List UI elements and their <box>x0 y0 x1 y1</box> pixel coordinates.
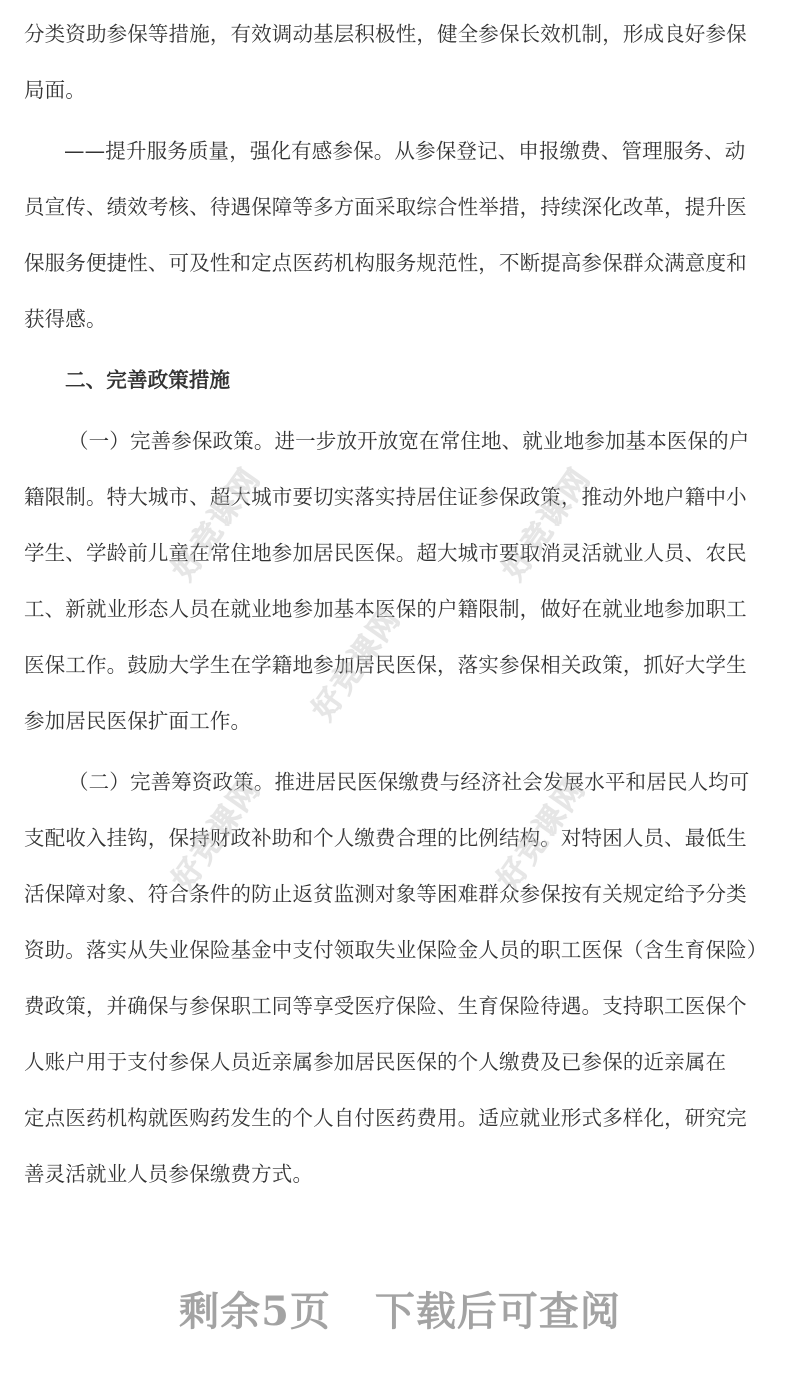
text-line: 局面。 <box>24 78 86 102</box>
text-line: 分类资助参保等措施，有效调动基层积极性，健全参保长效机制，形成良好参保 <box>24 22 747 46</box>
text-line: 善灵活就业人员参保缴费方式。 <box>24 1162 314 1186</box>
text-line: 费政策，并确保与参保职工同等享受医疗保险、生育保险待遇。支持职工医保个 <box>24 994 747 1018</box>
text-line: 保服务便捷性、可及性和定点医药机构服务规范性，不断提高参保群众满意度和 <box>24 251 747 275</box>
text-line: 支配收入挂钩，保持财政补助和个人缴费合理的比例结构。对特困人员、最低生 <box>24 826 747 850</box>
text-line: （二）完善筹资政策。推进居民医保缴费与经济社会发展水平和居民人均可 <box>68 770 750 794</box>
text-line: 人账户用于支付参保人员近亲属参加居民医保的个人缴费及已参保的近亲属在 <box>24 1050 727 1074</box>
watermark: 好竞课网 <box>495 461 598 587</box>
remaining-pages-banner[interactable] <box>0 1280 800 1337</box>
text-line: ——提升服务质量，强化有感参保。从参保登记、申报缴费、管理服务、动 <box>64 139 746 163</box>
remaining-pages-label: 剩余5页 <box>179 1288 331 1335</box>
watermark: 好竞课网 <box>305 601 408 727</box>
download-hint-label: 下载后可查阅 <box>374 1288 621 1335</box>
text-line: 员宣传、绩效考核、待遇保障等多方面采取综合性举措，持续深化改革，提升医 <box>24 195 747 219</box>
text-line: 工、新就业形态人员在就业地参加基本医保的户籍限制，做好在就业地参加职工 <box>24 597 747 621</box>
section-heading: 二、完善政策措施 <box>65 368 231 392</box>
watermark: 好竞课网 <box>490 771 593 897</box>
text-line: 获得感。 <box>24 307 107 331</box>
text-line: 定点医药机构就医购药发生的个人自付医药费用。适应就业形式多样化，研究完 <box>24 1106 747 1130</box>
watermark: 好竞课网 <box>165 461 268 587</box>
text-line: 医保工作。鼓励大学生在学籍地参加居民医保，落实参保相关政策，抓好大学生 <box>24 653 747 677</box>
text-line: 籍限制。特大城市、超大城市要切实落实持居住证参保政策，推动外地户籍中小 <box>24 485 747 509</box>
text-line: 参加居民医保扩面工作。 <box>24 709 252 733</box>
text-line: （一）完善参保政策。进一步放开放宽在常住地、就业地参加基本医保的户 <box>68 429 750 453</box>
text-line: 资助。落实从失业保险基金中支付领取失业保险金人员的职工医保（含生育保险） <box>24 938 768 962</box>
watermark: 好竞课网 <box>165 771 268 897</box>
text-line: 活保障对象、符合条件的防止返贫监测对象等困难群众参保按有关规定给予分类 <box>24 882 747 906</box>
text-line: 学生、学龄前儿童在常住地参加居民医保。超大城市要取消灵活就业人员、农民 <box>24 541 747 565</box>
